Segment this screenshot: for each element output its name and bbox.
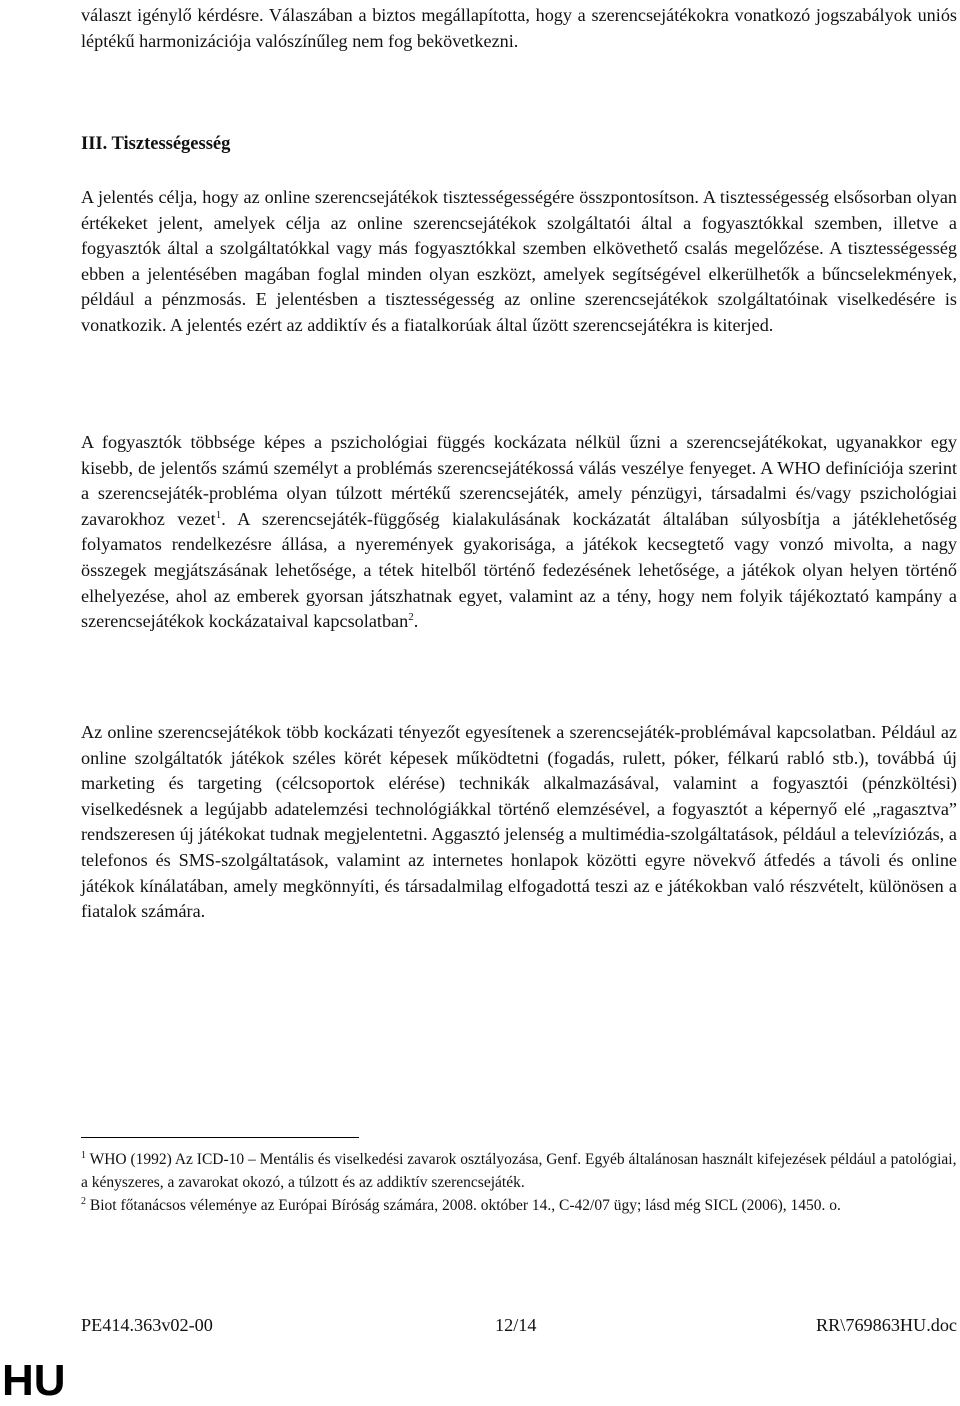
footer-doc-ref: PE414.363v02-00 bbox=[81, 1315, 213, 1335]
footnote-ref-1[interactable]: 1 bbox=[215, 508, 222, 521]
paragraph-addiction-part2: . A szerencsejáték-függőség kialakulásának kockázatát általában súlyosbítja a játéklehetőség folyamatos rendelkezésre állása, a nyeremények gyakorisága, a játékok kecsegtető vagy vonzó mivolta, a nagy összegek megjátszásának lehetősége, a tétek hitelből történő fedezésének lehetősége, a játékok olyan helyen történő elhelyezése, ahol az emberek gyorsan játszhatnak egyet, valamint az a tény, hogy nem folyik tájékoztató kampány a szerencsejátékok kockázataival kapcsolatban bbox=[81, 508, 957, 632]
paragraph-addiction-part1: A fogyasztók többsége képes a pszichológiai függés kockázata nélkül űzni a szerencsejátékokat, ugyanakkor egy kisebb, de jelentős számú személyt a problémás szerencsejátékossá válás veszélye fenyeget. A WHO definíciója szerint a szerencsejáték-probléma olyan túlzott mértékű szerencsejáték, amely pénzügyi, társadalmi és/vagy pszichológiai zavarokhoz vezet bbox=[81, 432, 957, 529]
language-code: HU bbox=[2, 1356, 66, 1405]
paragraph-online-risks: Az online szerencsejátékok több kockázati tényezőt egyesítenek a szerencsejáték-problémával kapcsolatban. Például az online szolgáltatók játékok széles körét képesek működtetni (fogadás, rulett, póker, félkarú rabló stb.), továbbá új marketing és targeting (célcsoportok elérése) technikák alkalmazásával, valamint a fogyasztói (pénzköltési) viselkedésnek a legújabb adatelemzési technológiákkal történő elemzésével, a fogyasztót a képernyő elé „ragasztva” rendszeresen új játékokat tudnak megjelentetni. Aggasztó jelenség a multimédia-szolgáltatások, például a televíziózás, a telefonos és SMS-szolgáltatások, valamint az internetes honlapok közötti egyre növekvő átfedés a távoli és online játékok kínálatában, amely megkönnyíti, és társadalmilag elfogadottá teszi az e játékokban való részvételt, különösen a fiatalok számára. bbox=[81, 722, 957, 922]
footnote-2-text: Biot főtanácsos véleménye az Európai Bíróság számára, 2008. október 14., C-42/07 ügy; lásd még SICL (2006), 1450. o. bbox=[89, 1197, 841, 1214]
footer-page-number: 12/14 bbox=[495, 1315, 537, 1335]
paragraph-addiction bbox=[81, 430, 957, 635]
footnote-2 bbox=[81, 1194, 957, 1217]
section-heading: III. Tisztességesség bbox=[81, 134, 231, 154]
footnotes bbox=[81, 1148, 957, 1217]
footnote-2-number: 2 bbox=[81, 1196, 86, 1207]
footer-file-name: RR\769863HU.doc bbox=[816, 1315, 957, 1335]
footnote-ref-2[interactable]: 2 bbox=[408, 611, 414, 624]
footnote-1 bbox=[81, 1148, 957, 1194]
paragraph-addiction-part3: . bbox=[413, 611, 419, 632]
intro-paragraph: választ igénylő kérdésre. Válaszában a biztos megállapította, hogy a szerencsejátékokra vonatkozó jogszabályok uniós léptékű harmonizációja valószínűleg nem fog bekövetkezni. bbox=[81, 5, 957, 51]
footnote-separator bbox=[81, 1137, 359, 1138]
footnote-1-number: 1 bbox=[81, 1150, 86, 1161]
paragraph-fairness: A jelentés célja, hogy az online szerencsejátékok tisztességességére összpontosítson. A tisztességesség elsősorban olyan értékeket jelent, amelyek célja az online szerencsejátékok szolgáltatói által a fogyasztókkal szemben, illetve a fogyasztók által a szolgáltatókkal vagy más fogyasztókkal szemben elkövethető csalás megelőzése. A tisztességesség ebben a jelentésében magában foglal minden olyan eszközt, amelyek segítségével elkerülhetők a bűncselekmények, például a pénzmosás. E jelentésben a tisztességesség az online szerencsejátékok szolgáltatóinak viselkedésére is vonatkozik. A jelentés ezért az addiktív és a fiatalkorúak által űzött szerencsejátékra is kiterjed. bbox=[81, 187, 957, 335]
footnote-1-text: WHO (1992) Az ICD-10 – Mentális és viselkedési zavarok osztályozása, Genf. Egyéb általánosan használt kifejezések például a patológiai, a kényszeres, a zavarokat okozó, a túlzott és az addiktív szerencsejáték. bbox=[81, 1151, 957, 1191]
